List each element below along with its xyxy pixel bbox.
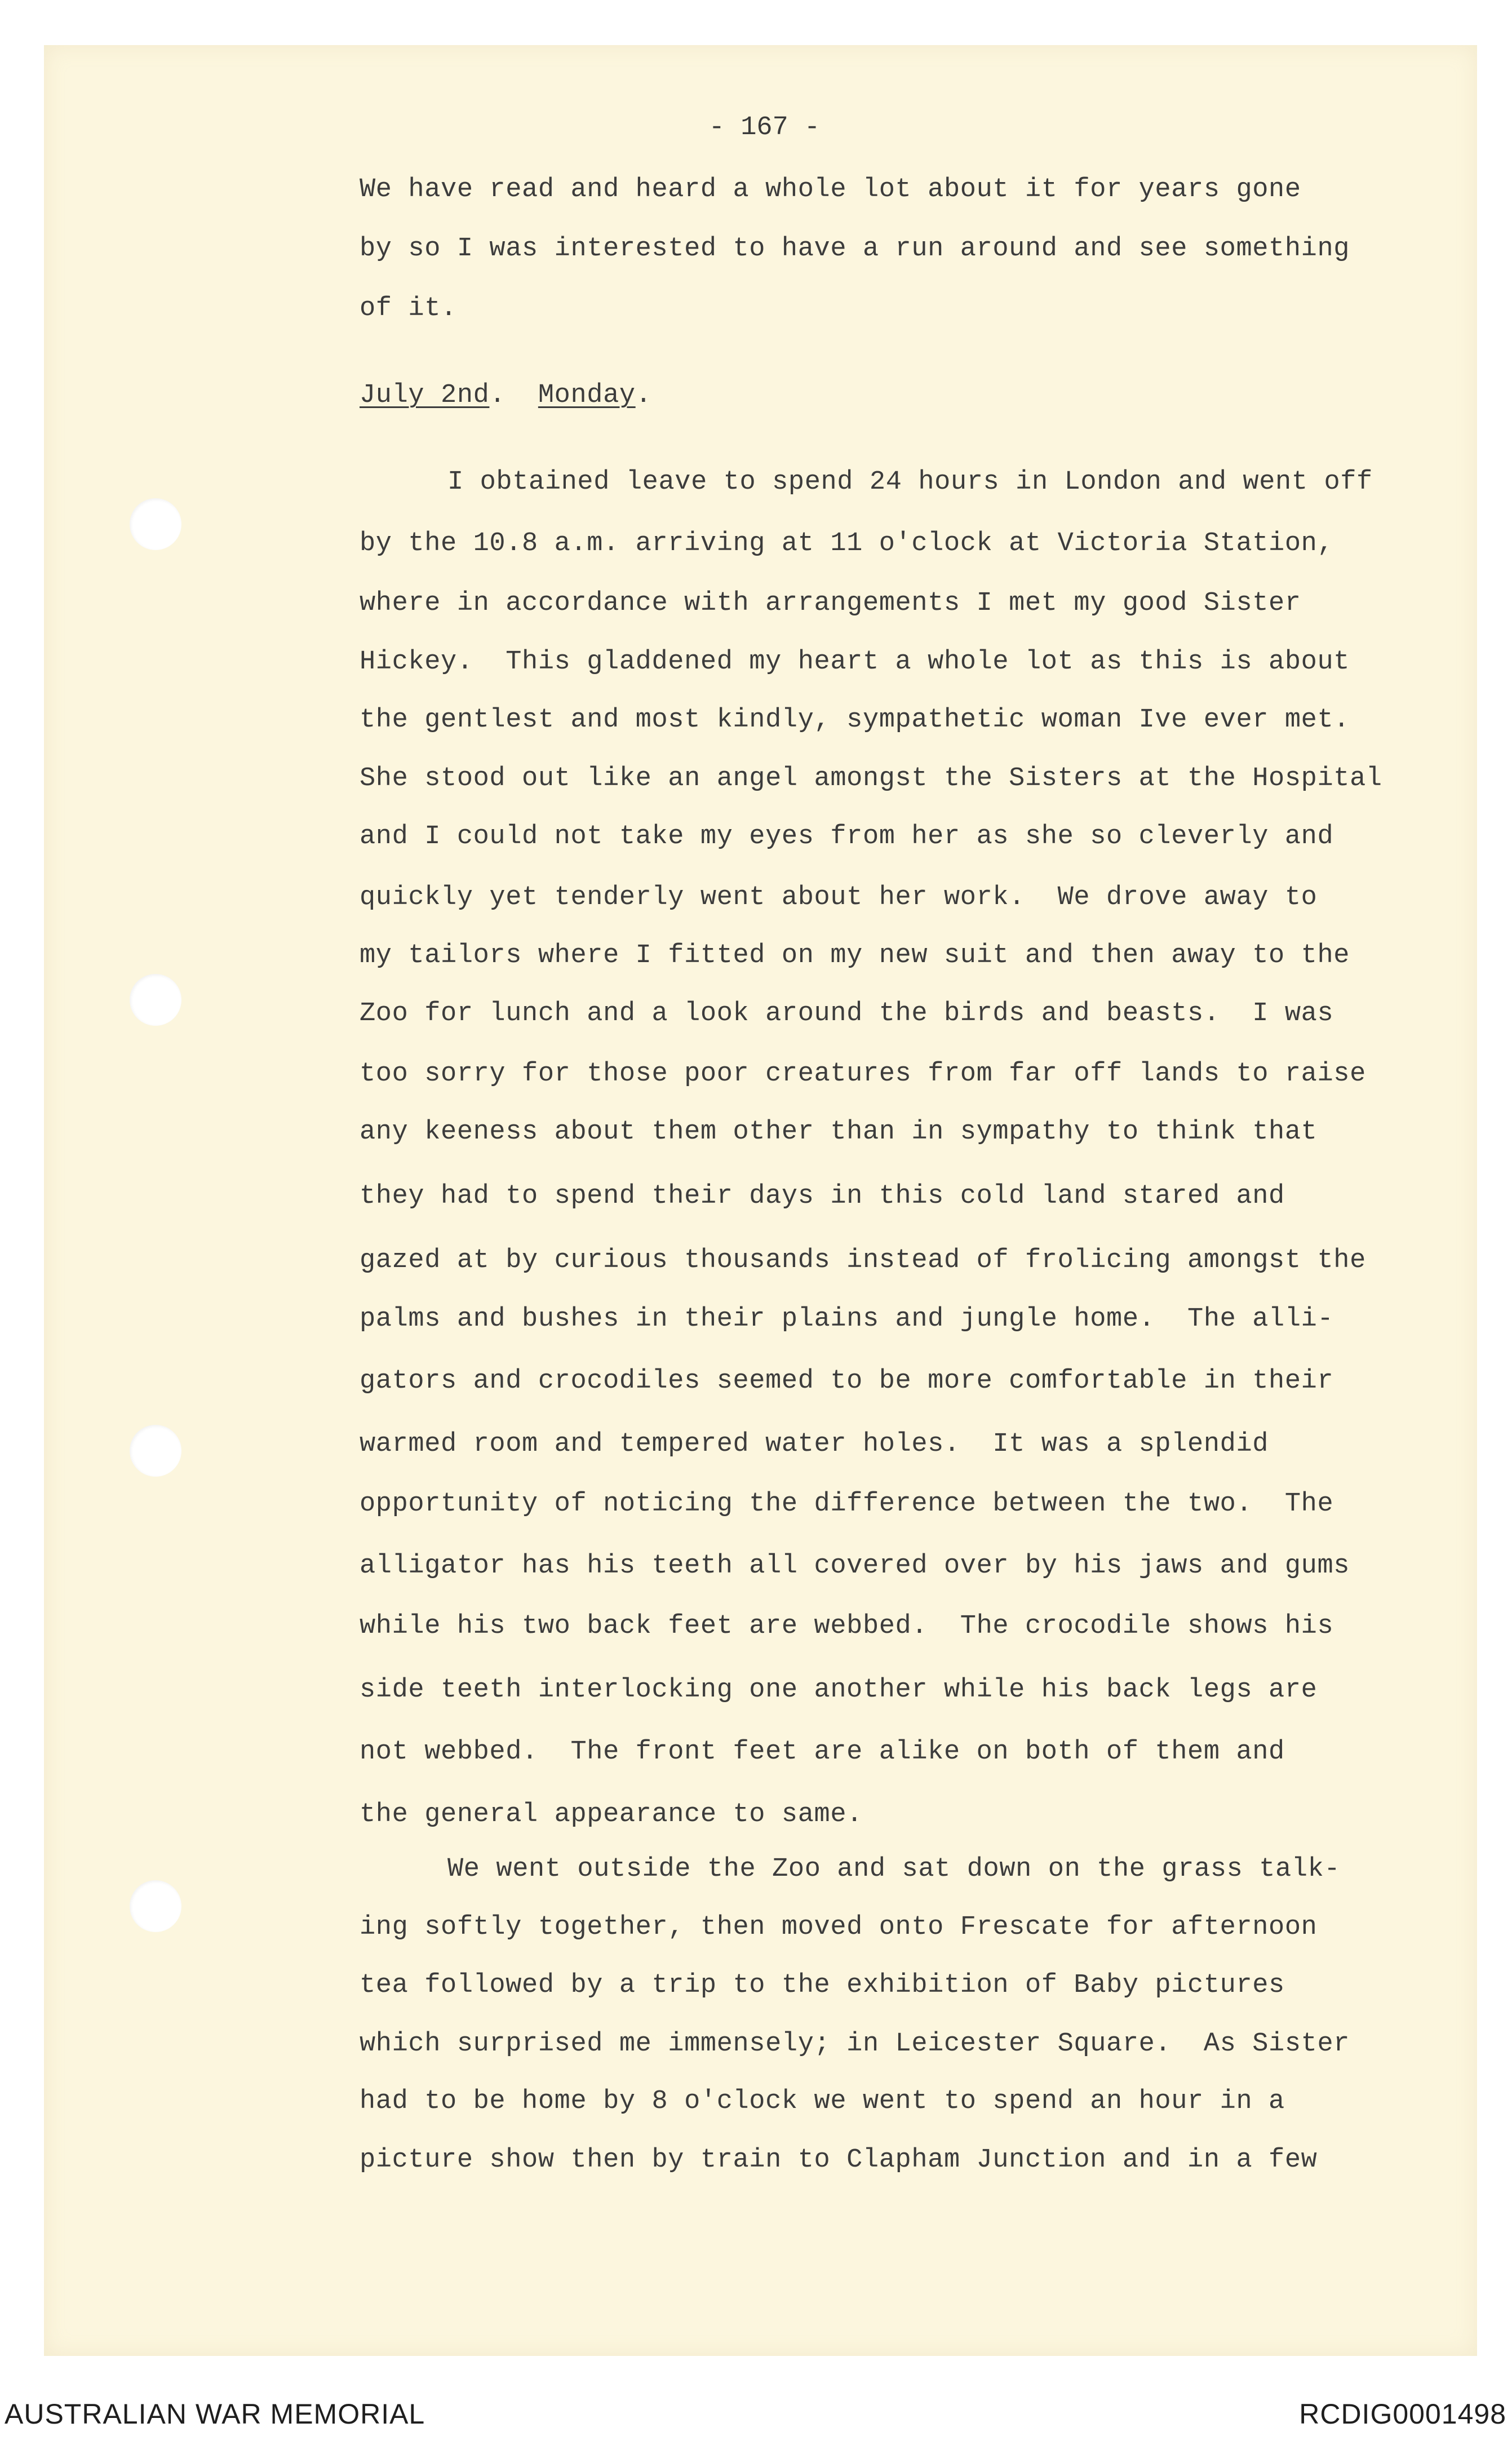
text-line: not webbed. The front feet are alike on both of them and: [360, 1737, 1285, 1767]
text-line: We went outside the Zoo and sat down on the grass talk-: [447, 1854, 1341, 1884]
text-line: warmed room and tempered water holes. It was a splendid: [360, 1429, 1269, 1459]
punch-hole: [130, 1425, 181, 1477]
text-line: gators and crocodiles seemed to be more comfortable in their: [360, 1366, 1334, 1396]
text-line: they had to spend their days in this cold land stared and: [360, 1181, 1285, 1211]
text-line: of it.: [360, 294, 457, 324]
text-line: and I could not take my eyes from her as she so cleverly and: [360, 822, 1334, 852]
punch-hole: [130, 498, 181, 550]
page-number: - 167 -: [708, 113, 821, 143]
text-line: opportunity of noticing the difference between the two. The: [360, 1489, 1334, 1519]
text-line: where in accordance with arrangements I met my good Sister: [360, 588, 1301, 618]
text-line: while his two back feet are webbed. The crocodile shows his: [360, 1611, 1334, 1641]
text-line: ing softly together, then moved onto Frescate for afternoon: [360, 1912, 1318, 1942]
text-line: tea followed by a trip to the exhibition of Baby pictures: [360, 1970, 1285, 2000]
text-line: palms and bushes in their plains and jungle home. The alli-: [360, 1304, 1334, 1334]
text-line: quickly yet tenderly went about her work. We drove away to: [360, 883, 1318, 913]
text-line: too sorry for those poor creatures from far off lands to raise: [360, 1059, 1366, 1089]
text-line: alligator has his teeth all covered over by his jaws and gums: [360, 1551, 1350, 1581]
text-line: any keeness about them other than in sympathy to think that: [360, 1117, 1318, 1147]
text-line: the gentlest and most kindly, sympathetic woman Ive ever met.: [360, 705, 1350, 735]
entry-day: Monday: [538, 380, 636, 410]
text-line: Zoo for lunch and a look around the birds and beasts. I was: [360, 999, 1334, 1029]
text-line: the general appearance to same.: [360, 1800, 863, 1830]
punch-hole: [130, 1880, 181, 1932]
text-line: Hickey. This gladdened my heart a whole lot as this is about: [360, 647, 1350, 677]
text-line: which surprised me immensely; in Leicester Square. As Sister: [360, 2029, 1350, 2059]
text-line: I obtained leave to spend 24 hours in London and went off: [447, 467, 1373, 497]
text-line: picture show then by train to Clapham Junction and in a few: [360, 2145, 1318, 2175]
text-line: She stood out like an angel amongst the Sisters at the Hospital: [360, 764, 1382, 794]
text-line: my tailors where I fitted on my new suit and then away to the: [360, 941, 1350, 971]
entry-date: July 2nd: [360, 380, 490, 410]
institution-credit: AUSTRALIAN WAR MEMORIAL: [5, 2398, 425, 2430]
punch-hole: [130, 974, 181, 1026]
text-line: by so I was interested to have a run around and see something: [360, 234, 1350, 264]
text-line: gazed at by curious thousands instead of frolicing amongst the: [360, 1246, 1366, 1275]
collection-reference: RCDIG0001498: [1299, 2398, 1506, 2430]
text-line: had to be home by 8 o'clock we went to spend an hour in a: [360, 2087, 1285, 2116]
text-line: by the 10.8 a.m. arriving at 11 o'clock at Victoria Station,: [360, 529, 1334, 559]
entry-heading: July 2nd. Monday.: [360, 380, 652, 410]
text-line: side teeth interlocking one another while his back legs are: [360, 1675, 1318, 1705]
text-line: We have read and heard a whole lot about it for years gone: [360, 175, 1301, 205]
